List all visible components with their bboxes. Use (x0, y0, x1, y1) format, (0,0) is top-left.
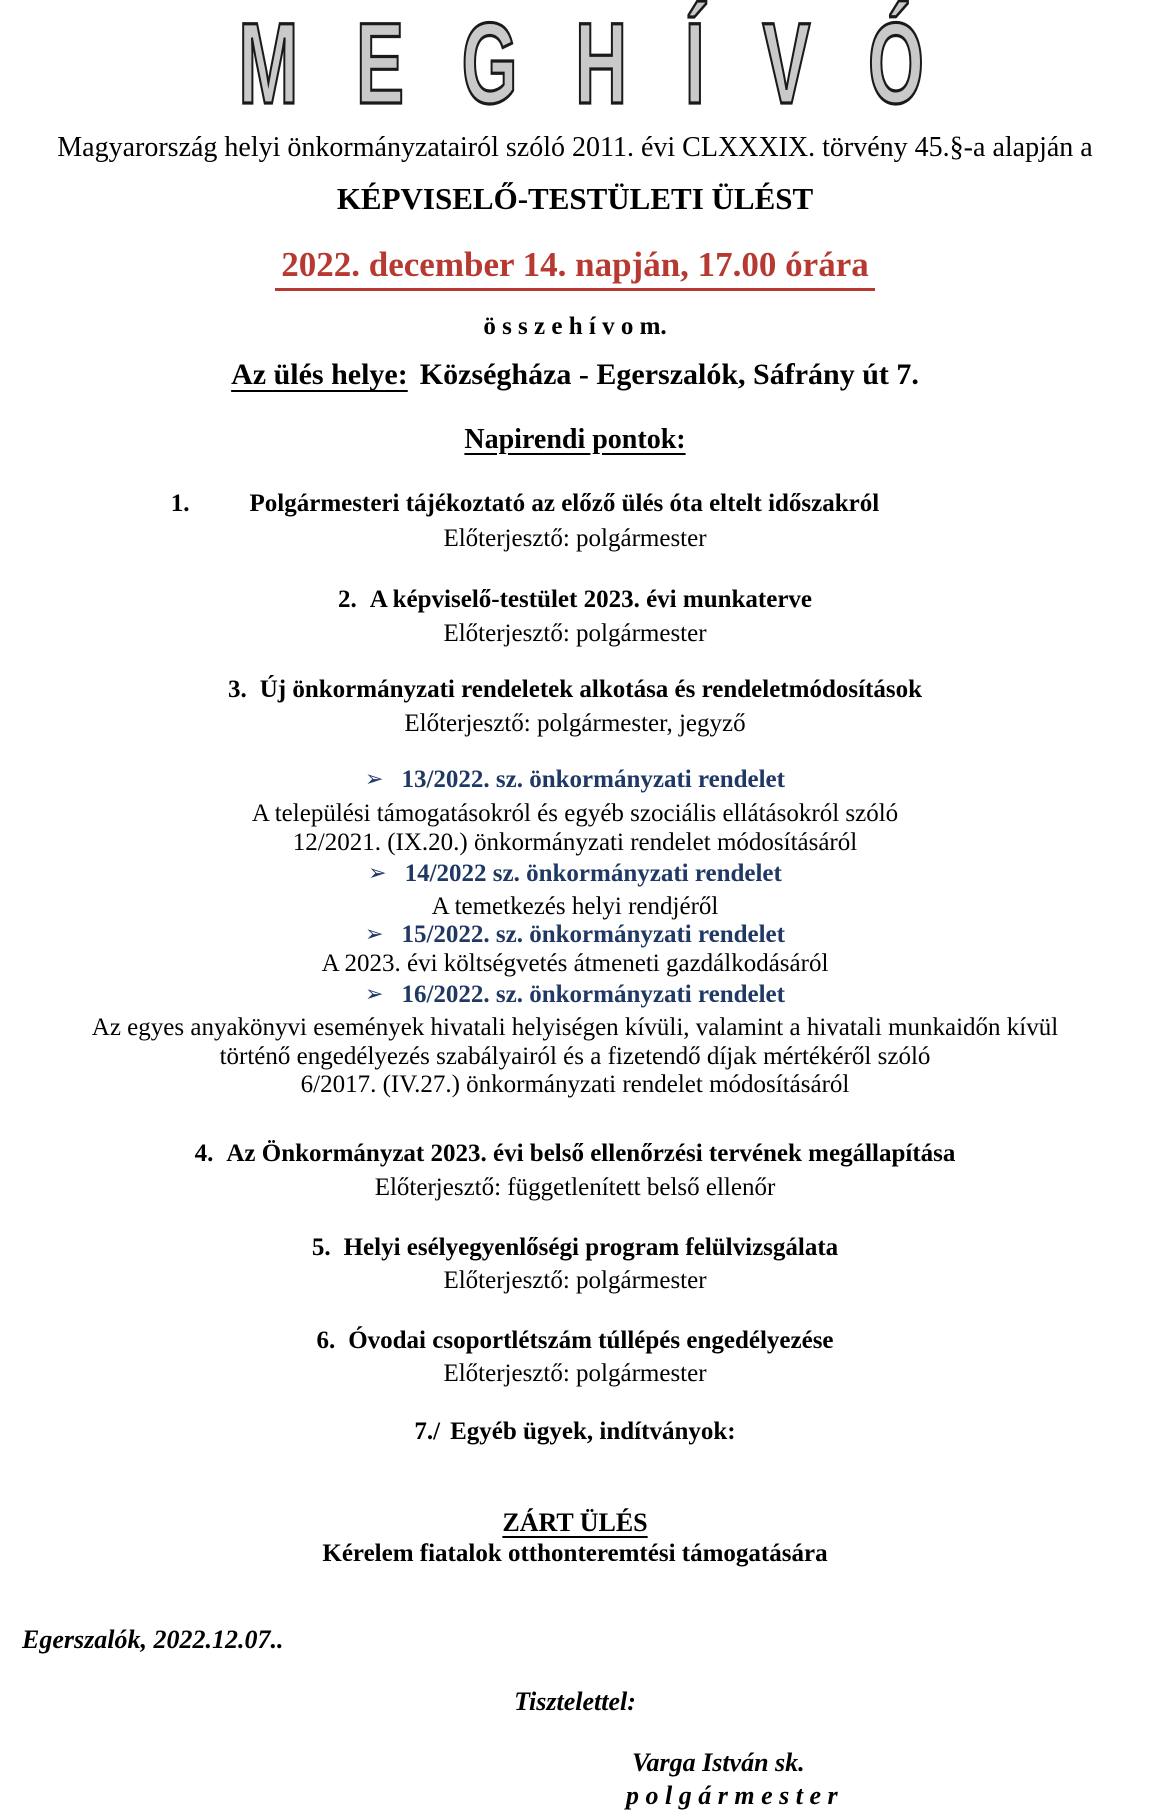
agenda-item-6 (0, 1327, 1150, 1355)
decree-3-heading (0, 921, 1150, 949)
agenda-item-7-number: 7./ (414, 1418, 441, 1445)
closing-salutation: Tisztelettel: (514, 1687, 636, 1716)
agenda-item-4-number: 4. (194, 1140, 214, 1167)
agenda-item-1 (0, 490, 1150, 518)
closed-session-heading: ZÁRT ÜLÉS (502, 1508, 648, 1537)
decree-4-label: 16/2022. sz. önkormányzati rendelet (401, 981, 785, 1008)
closed-session-item: Kérelem fiatalok otthonteremtési támogatására (322, 1540, 828, 1567)
decree-3-desc-line-1: A 2023. évi költségvetés átmeneti gazdálkodásáról (321, 950, 829, 977)
agenda-item-7-title: Egyéb ügyek, indítványok: (450, 1418, 736, 1445)
venue-line (0, 358, 1150, 392)
venue-label: Az ülés helye: (231, 358, 408, 391)
decree-1-label: 13/2022. sz. önkormányzati rendelet (401, 766, 785, 793)
agenda-item-2-presenter: Előterjesztő: polgármester (443, 620, 707, 647)
decree-4-desc-line-3: 6/2017. (IV.27.) önkormányzati rendelet módosításáról (300, 1071, 850, 1098)
arrow-bullet-icon: ➢ (365, 982, 384, 1007)
agenda-item-6-title: Óvodai csoportlétszám túllépés engedélyezése (348, 1327, 834, 1354)
agenda-item-1-number: 1. (170, 490, 190, 517)
meeting-datetime-line (0, 245, 1150, 285)
decree-1-desc-line-2: 12/2021. (IX.20.) önkormányzati rendelet módosításáról (292, 829, 858, 856)
decree-2-heading (0, 860, 1150, 888)
agenda-item-6-number: 6. (316, 1327, 336, 1354)
arrow-bullet-icon: ➢ (368, 861, 387, 886)
decree-1-heading (0, 766, 1150, 794)
agenda-item-2-number: 2. (337, 586, 357, 613)
decree-4-desc-line-1: Az egyes anyakönyvi események hivatali helyiségen kívüli, valamint a hivatali munkaidőn kívül (91, 1014, 1059, 1041)
meeting-type-heading: KÉPVISELŐ-TESTÜLETI ÜLÉST (336, 181, 814, 216)
wordart-title: MEGHÍVÓ (238, 0, 982, 129)
decree-4-heading (0, 981, 1150, 1009)
convene-word: ö s s z e h í v o m. (483, 313, 667, 340)
agenda-item-6-presenter: Előterjesztő: polgármester (443, 1360, 707, 1387)
agenda-item-3-number: 3. (228, 676, 247, 703)
agenda-item-3 (0, 676, 1150, 704)
agenda-item-4 (0, 1140, 1150, 1168)
decree-2-label: 14/2022 sz. önkormányzati rendelet (404, 860, 782, 887)
signature-title: p o l g á r m e s t e r (626, 1781, 838, 1810)
agenda-item-7 (0, 1418, 1150, 1446)
dateline: Egerszalók, 2022.12.07.. (22, 1625, 284, 1654)
agenda-item-2-title: A képviselő-testület 2023. évi munkaterve (369, 586, 813, 613)
decree-2-desc-line-1: A temetkezés helyi rendjéről (431, 893, 719, 920)
agenda-item-5-number: 5. (311, 1234, 331, 1261)
agenda-item-4-presenter: Előterjesztő: függetlenített belső ellenőr (374, 1174, 776, 1201)
decree-1-desc-line-1: A települési támogatásokról és egyéb szociális ellátásokról szóló (251, 800, 899, 827)
intro-line: Magyarország helyi önkormányzatairól szóló 2011. évi CLXXXIX. törvény 45.§-a alapján a (57, 132, 1093, 163)
agenda-item-1-title: Polgármesteri tájékoztató az előző ülés óta eltelt időszakról (249, 490, 880, 517)
agenda-heading: Napirendi pontok: (464, 424, 686, 455)
agenda-item-2 (0, 586, 1150, 614)
agenda-item-4-title: Az Önkormányzat 2023. évi belső ellenőrzési tervének megállapítása (226, 1140, 956, 1167)
agenda-item-3-title: Új önkormányzati rendeletek alkotása és rendeletmódosítások (259, 676, 922, 703)
arrow-bullet-icon: ➢ (365, 922, 384, 947)
agenda-item-5 (0, 1234, 1150, 1262)
agenda-item-3-presenter: Előterjesztő: polgármester, jegyző (404, 710, 746, 737)
decree-3-label: 15/2022. sz. önkormányzati rendelet (401, 921, 785, 948)
venue-text: Községháza - Egerszalók, Sáfrány út 7. (419, 358, 919, 391)
meeting-datetime: 2022. december 14. napján, 17.00 órára (275, 245, 875, 291)
arrow-bullet-icon: ➢ (365, 767, 384, 792)
signature-name: Varga István sk. (632, 1748, 805, 1777)
agenda-item-5-presenter: Előterjesztő: polgármester (443, 1267, 707, 1294)
decree-4-desc-line-2: történő engedélyezés szabályairól és a fizetendő díjak mértékéről szóló (219, 1043, 931, 1070)
agenda-item-1-presenter: Előterjesztő: polgármester (443, 525, 707, 552)
agenda-item-5-title: Helyi esélyegyenlőségi program felülvizsgálata (343, 1234, 839, 1261)
